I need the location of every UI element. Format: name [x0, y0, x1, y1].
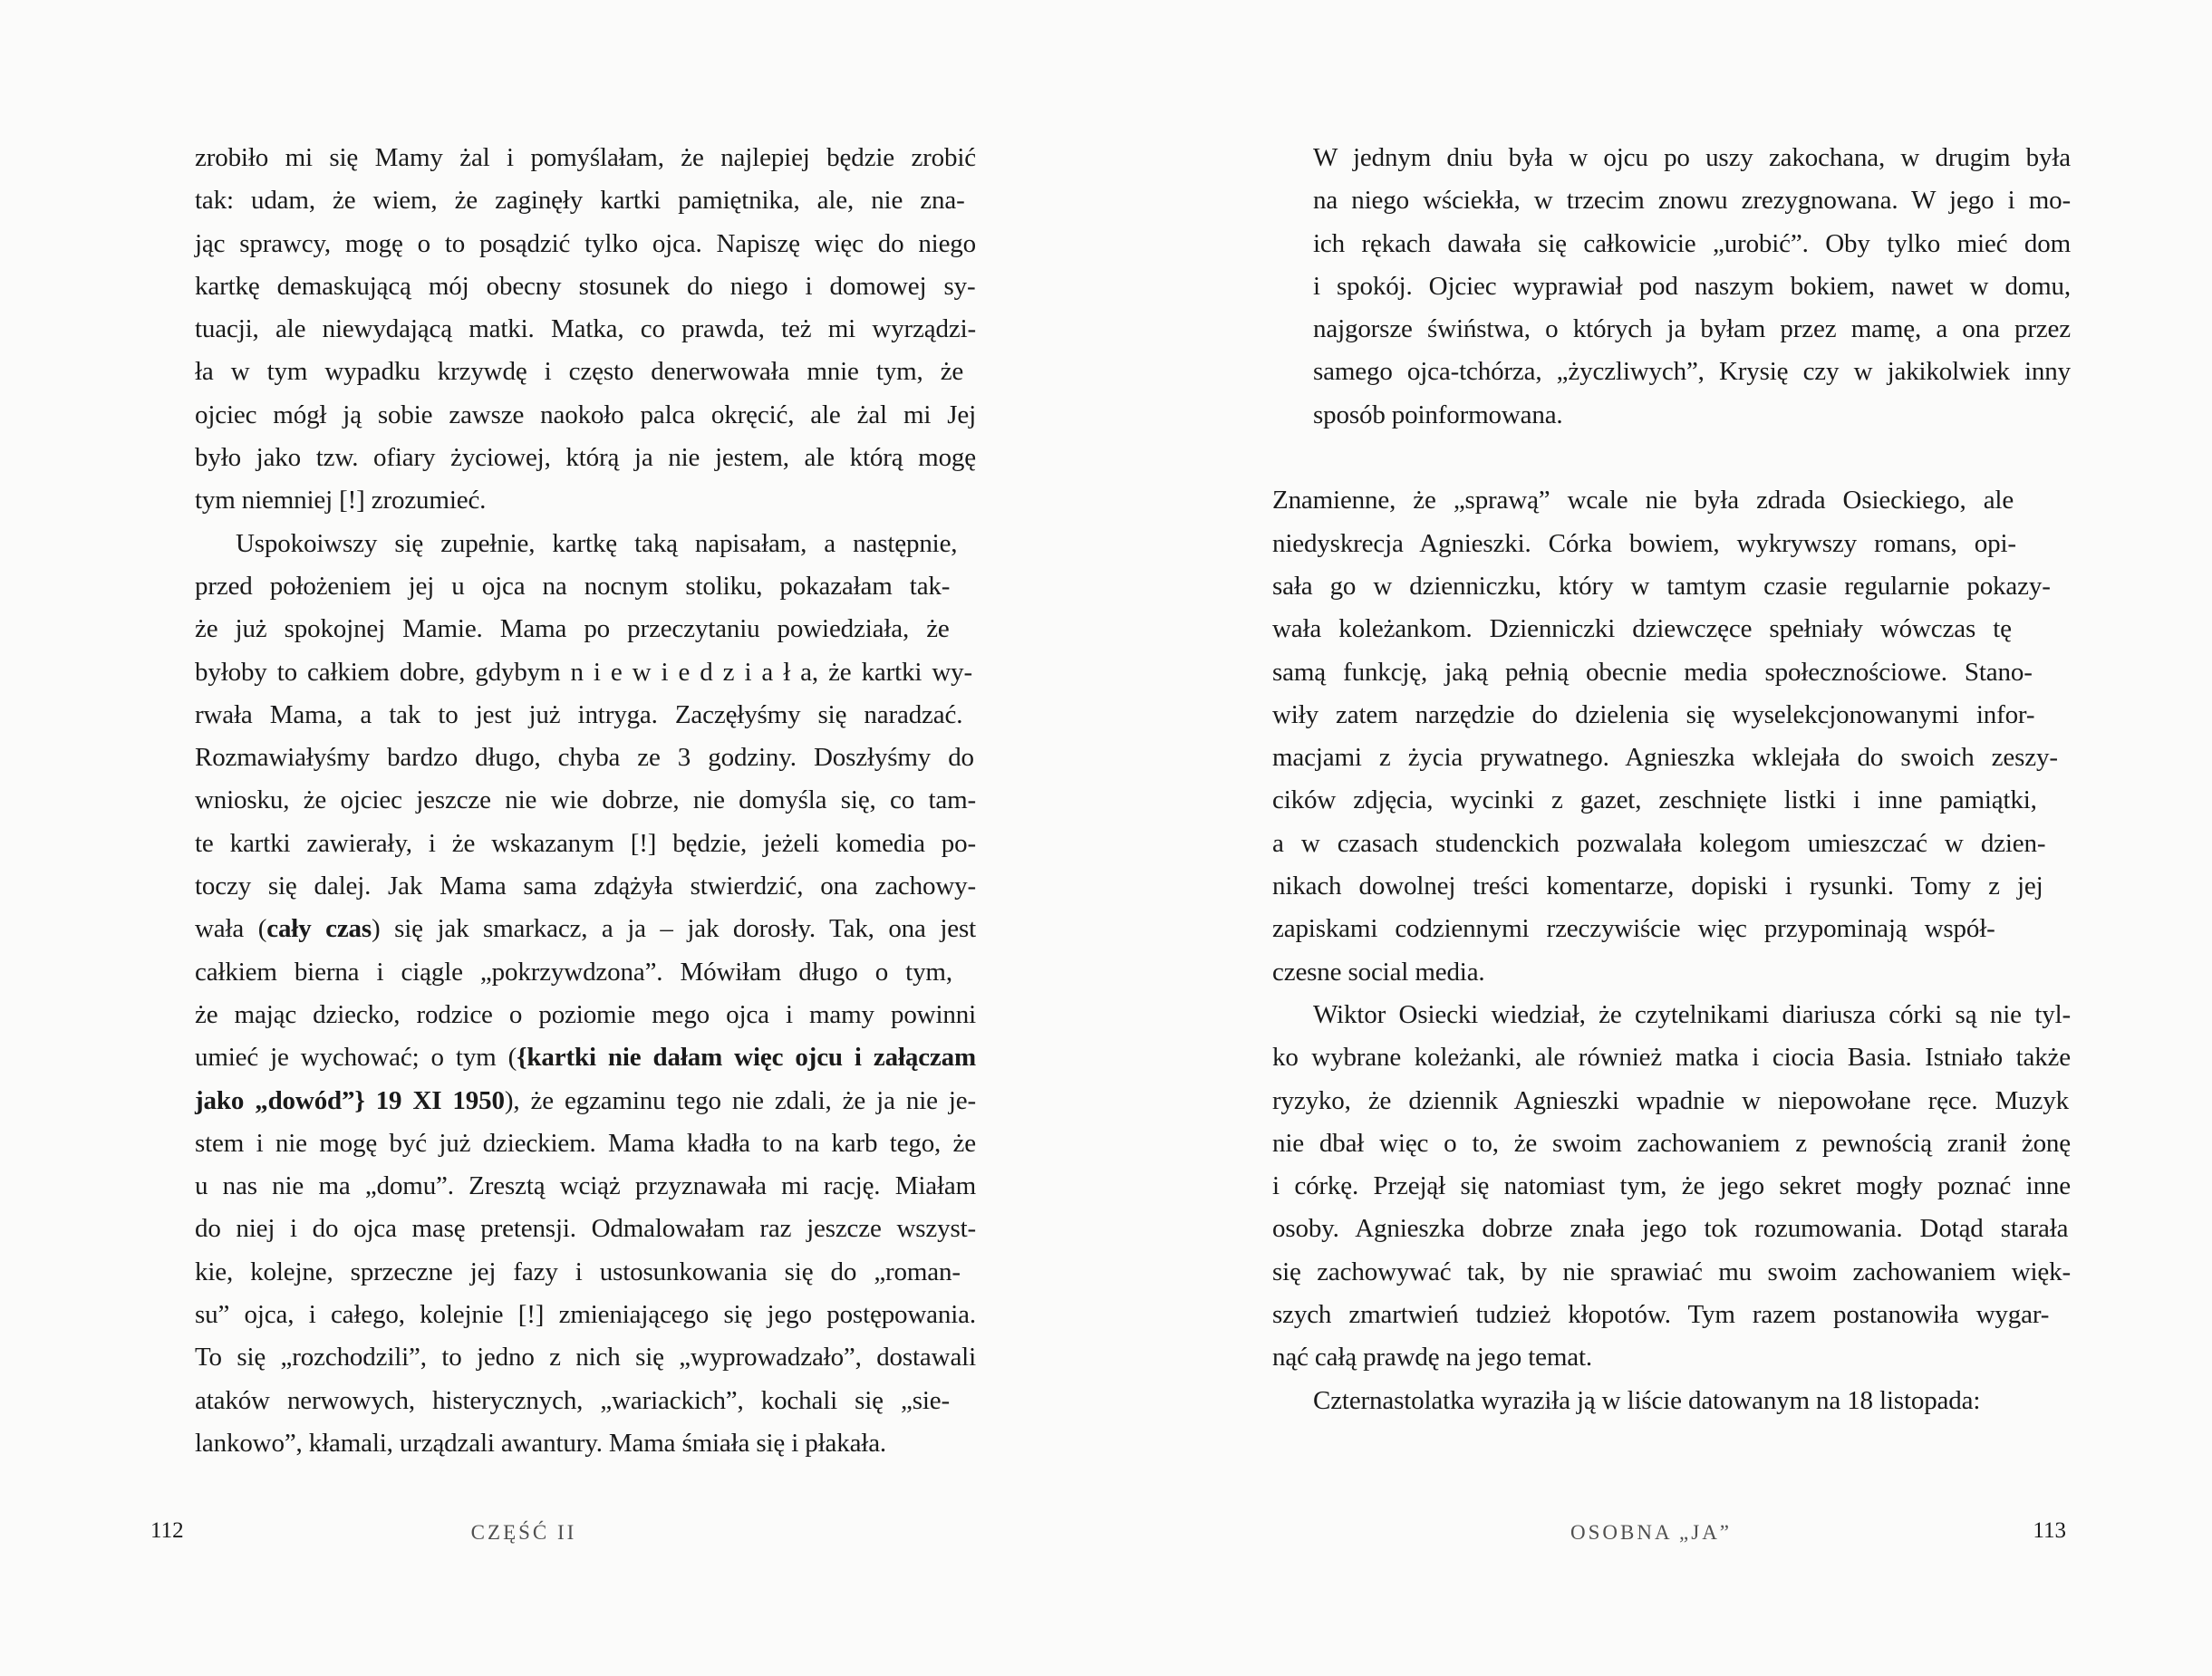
text-line: szych zmartwień tudzież kłopotów. Tym razem postanowiła wygar- [1272, 1300, 2050, 1330]
text-line: toczy się dalej. Jak Mama sama zdążyła stwierdzić, ona zachowy- [195, 872, 976, 901]
text-line: lankowo”, kłamali, urządzali awantury. Mama śmiała się i płakała. [195, 1428, 887, 1458]
running-title-right: OSOBNA „JA” [1570, 1521, 1733, 1544]
page-number-left: 112 [150, 1518, 184, 1543]
text-line: niedyskrecja Agnieszki. Córka bowiem, wykrywszy romans, opi- [1272, 528, 2016, 558]
block-quote [1313, 137, 2071, 437]
paragraph [1272, 994, 2071, 1380]
text-line: tuacji, ale niewydającą matki. Matka, co prawda, też mi wyrządzi- [195, 314, 976, 344]
text-line: osoby. Agnieszka dobrze znała jego tok rozumowania. Dotąd starała [1272, 1214, 2069, 1244]
paragraph [195, 137, 976, 523]
text-line: że mając dziecko, rodzice o poziomie mego ojca i mamy powinni [195, 999, 976, 1029]
text-line: macjami z życia prywatnego. Agnieszka wklejała do swoich zeszy- [1272, 743, 2058, 773]
text-line: cików zdjęcia, wycinki z gazet, zeschnięte listki i inne pamiątki, [1272, 785, 2037, 815]
text-line: i córkę. Przejął się natomiast tym, że jego sekret mogły poznać inne [1272, 1171, 2071, 1201]
text-line: kie, kolejne, sprzeczne jej fazy i ustosunkowania się do „roman- [195, 1257, 961, 1286]
text-line: było jako tzw. ofiary życiowej, którą ja nie jestem, ale którą mogę [195, 443, 976, 473]
text-line: wała koleżankom. Dzienniczki dziewczęce spełniały wówczas tę [1272, 614, 2012, 644]
paragraph [1272, 1380, 2071, 1422]
text-line: jąc sprawcy, mogę o to posądzić tylko ojca. Napiszę więc do niego [195, 228, 976, 258]
text-line: czesne social media. [1272, 957, 1485, 987]
text-line: na niego wściekła, w trzecim znowu zrezygnowana. W jego i mo- [1313, 186, 2071, 216]
text-line: wiły zatem narzędzie do dzielenia się wyselekcjonowanymi infor- [1272, 699, 2035, 729]
page-number-right: 113 [2033, 1518, 2066, 1543]
text-line: a w czasach studenckich pozwalała kolegom umieszczać w dzien- [1272, 828, 2046, 858]
text-line: umieć je wychować; o tym ({kartki nie dałam więc ojcu i załączam [195, 1043, 976, 1073]
text-line: sała go w dzienniczku, który w tamtym czasie regularnie pokazy- [1272, 571, 2051, 601]
text-line: ła w tym wypadku krzywdę i często denerwowała mnie tym, że [195, 357, 964, 387]
text-line: samego ojca-tchórza, „życzliwych”, Krysię czy w jakikolwiek inny [1313, 357, 2071, 387]
paragraph [195, 523, 976, 1466]
text-line: ko wybrane koleżanki, ale również matka i ciocia Basia. Istniało także [1272, 1043, 2071, 1073]
text-line: ojciec mógł ją sobie zawsze naokoło palca okręcić, ale żal mi Jej [195, 400, 976, 429]
text-line: Czternastolatka wyraziła ją w liście datowanym na 18 listopada: [1313, 1385, 1981, 1415]
text-line: ryzyko, że dziennik Agnieszki wpadnie w niepowołane ręce. Muzyk [1272, 1085, 2069, 1115]
text-line: kartkę demaskującą mój obecny stosunek do niego i domowej sy- [195, 271, 976, 301]
text-line: najgorsze świństwa, o których ja byłam przez mamę, a ona przez [1313, 314, 2071, 344]
paragraph-gap [1272, 437, 2071, 479]
text-line: samą funkcję, jaką pełnią obecnie media społecznościowe. Stano- [1272, 657, 2033, 687]
text-line: ataków nerwowych, histerycznych, „wariackich”, kochali się „sie- [195, 1385, 950, 1415]
text-line: ich rękach dawała się całkowicie „urobić”. Oby tylko mieć dom [1313, 228, 2071, 258]
text-line: zapiskami codziennymi rzeczywiście więc przypominają współ- [1272, 914, 1995, 944]
text-line: tym niemniej [!] zrozumieć. [195, 486, 487, 515]
text-line: te kartki zawierały, i że wskazanym [!] będzie, jeżeli komedia po- [195, 828, 976, 858]
text-line: nie dbał więc o to, że swoim zachowaniem z pewnością zranił żonę [1272, 1128, 2071, 1158]
text-line: że już spokojnej Mamie. Mama po przeczytaniu powiedziała, że [195, 614, 950, 644]
text-line: tak: udam, że wiem, że zaginęły kartki pamiętnika, ale, nie zna- [195, 186, 965, 216]
paragraph [1272, 479, 2071, 994]
text-line: i spokój. Ojciec wyprawiał pod naszym bokiem, nawet w domu, [1313, 271, 2071, 301]
text-line: Znamienne, że „sprawą” wcale nie była zdrada Osieckiego, ale [1272, 486, 2014, 515]
text-line: się zachowywać tak, by nie sprawiać mu swoim zachowaniem więk- [1272, 1257, 2071, 1286]
text-line: wała (cały czas) się jak smarkacz, a ja – jak dorosły. Tak, ona jest [195, 914, 976, 944]
text-line: przed położeniem jej u ojca na nocnym stoliku, pokazałam tak- [195, 571, 951, 601]
text-line: zrobiło mi się Mamy żal i pomyślałam, że najlepiej będzie zrobić [195, 143, 976, 172]
text-line: Uspokoiwszy się zupełnie, kartkę taką napisałam, a następnie, [236, 528, 958, 558]
right-page-text-column [1272, 137, 2071, 1422]
text-line: byłoby to całkiem dobre, gdybym n i e w i e d z i a ł a, że kartki wy- [195, 657, 973, 687]
text-line: rwała Mama, a tak to jest już intryga. Zaczęłyśmy się naradzać. [195, 699, 963, 729]
text-line: wniosku, że ojciec jeszcze nie wie dobrze, nie domyśla się, co tam- [195, 785, 976, 815]
text-line: nikach dowolnej treści komentarze, dopiski i rysunki. Tomy z jej [1272, 872, 2043, 901]
text-line: stem i nie mogę być już dzieckiem. Mama kładła to na karb tego, że [195, 1128, 976, 1158]
text-line: W jednym dniu była w ojcu po uszy zakochana, w drugim była [1313, 143, 2071, 172]
left-page-text-column [195, 137, 976, 1465]
text-line: u nas nie ma „domu”. Zresztą wciąż przyznawała mi rację. Miałam [195, 1171, 976, 1201]
text-line: do niej i do ojca masę pretensji. Odmalowałam raz jeszcze wszyst- [195, 1214, 976, 1244]
text-line: sposób poinformowana. [1313, 400, 1563, 429]
text-line: nąć całą prawdę na jego temat. [1272, 1343, 1592, 1373]
running-title-left: CZĘŚĆ II [470, 1521, 577, 1544]
text-line: całkiem bierna i ciągle „pokrzywdzona”. Mówiłam długo o tym, [195, 957, 952, 987]
text-line: su” ojca, i całego, kolejnie [!] zmieniającego się jego postępowania. [195, 1300, 976, 1330]
text-line: To się „rozchodzili”, to jedno z nich się „wyprowadzało”, dostawali [195, 1343, 976, 1373]
text-line: Wiktor Osiecki wiedział, że czytelnikami diariusza córki są nie tyl- [1313, 999, 2071, 1029]
text-line: jako „dowód”} 19 XI 1950), że egzaminu tego nie zdali, że ja nie je- [195, 1085, 977, 1115]
text-line: Rozmawiałyśmy bardzo długo, chyba ze 3 godziny. Doszłyśmy do [195, 743, 974, 773]
